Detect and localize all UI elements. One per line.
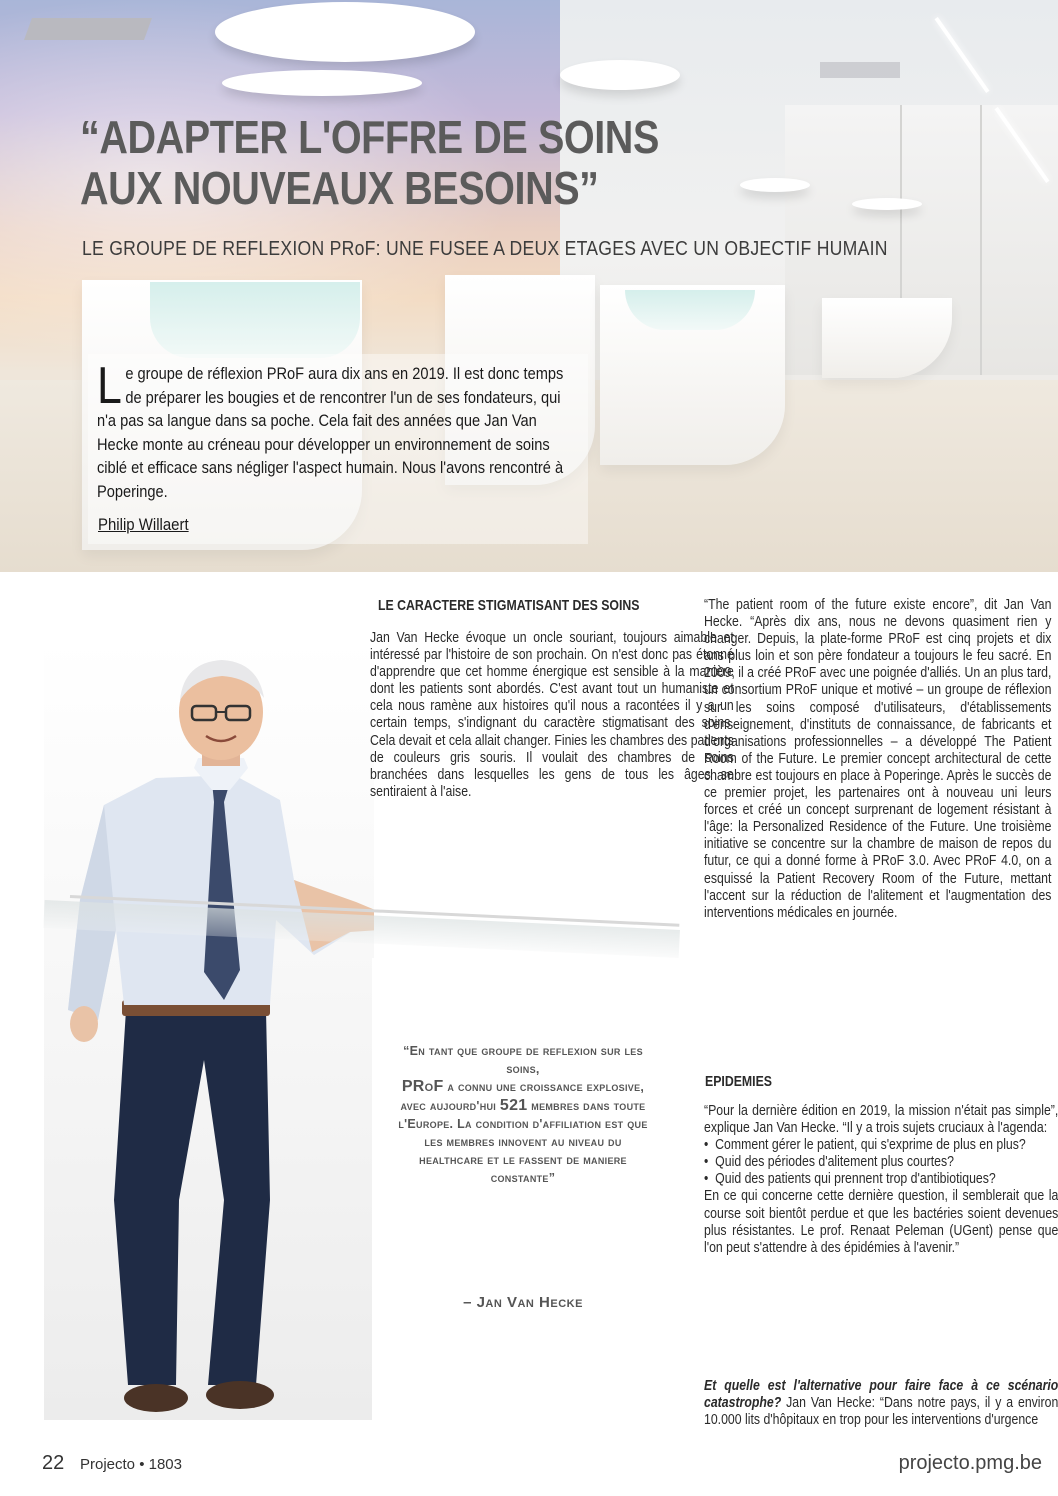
quote-highlight-prof: PRoF (401, 1078, 444, 1096)
column-2 (704, 597, 1058, 922)
bullet-item: • Comment gérer le patient, qui s'exprime de plus en plus? (704, 1137, 1058, 1154)
final-answer: Jan Van Hecke: “Dans notre pays, il y a environ 10.000 lits d'hôpitaux en trop pour les interventions d'urgence (704, 1395, 1058, 1429)
final-question: Et quelle est l'alternative pour faire face à ce scénario catastrophe? (704, 1378, 1058, 1412)
bullet-list (704, 1137, 1058, 1188)
ceiling-panel (24, 18, 152, 40)
column-2-text: “The patient room of the future existe encore”, dit Jan Van Hecke. “Après dix ans, nous ne devons quasiment rien y changer. Depuis, la plate-forme PRoF est cinq projets et dix ans plus loin et son père fondateur a toujours le feu sacré. En 2009, il a créé PRoF avec une poignée d'alliés. Un an plus tard, un consortium PRoF unique et motivé – un groupe de réflexion sur les soins composé d'utilisateurs, d'établissements d'enseignement, d'instituts de connaissance, de fabricants et d'organisations professionnelles – a développé The Patient Room of the Future. Le premier concept architectural de cette chambre est toujours en place à Poperinge. Après le succès de ce premier projet, les partenaires ont à nouveau uni leurs forces et créé un concept surprenant de logement résistant à l'âge: la Personalized Residence of the Future. Une troisième initiative se concentre sur la chambre de maison de repos du futur, ce qui a donné forme à PRoF 3.0. Avec PRoF 4.0, on a esquissé la Patient Recovery Room of the Future, mettant l'accent sur la réduction de l'alitement et l'augmentation des interventions médicales en journée. (704, 597, 1052, 921)
quote-text: “En tant que groupe de reflexion sur les soins, (403, 1044, 643, 1077)
title-line-1: “ADAPTER L'OFFRE DE SOINS (80, 111, 659, 163)
final-paragraph-text (704, 1378, 1058, 1429)
epidemies-body (704, 1103, 1058, 1257)
wall-divider (980, 105, 982, 375)
pendant-lamp (222, 70, 422, 96)
epidemies-intro: “Pour la dernière édition en 2019, la mission n'était pas simple”, explique Jan Van Hecke. “Il y a trois sujets cruciaux à l'agenda: (704, 1103, 1058, 1137)
bullet-item: • Quid des patients qui prennent trop d'antibiotiques? (704, 1171, 1058, 1188)
intro-paragraph (97, 357, 579, 504)
quote-text: membres dans toute l'Europe. La condition d'affiliation est que les membres innovent au niveau du healthcare et le fassent de maniere constante” (398, 1098, 648, 1186)
intro-text: e groupe de réflexion PRoF aura dix ans en 2019. Il est donc temps de préparer les bougies et de rencontrer l'un de ses fondateurs, qui n'a pas sa langue dans sa poche. Cela fait des années que Jan Van Hecke monte au créneau pour développer un environnement de soins ciblé et efficace sans négliger l'aspect humain. Nous l'avons rencontré à Poperinge. (97, 364, 564, 501)
quote-panel (372, 958, 702, 1420)
page-number: 22 (42, 1452, 65, 1474)
section-heading-epidemies: EPIDEMIES (705, 1073, 772, 1090)
column-1 (370, 630, 734, 801)
section-heading-stigmatisant: LE CARACTERE STIGMATISANT DES SOINS (378, 597, 640, 614)
website-link[interactable]: projecto.pmg.be (898, 1452, 1042, 1474)
article-subtitle: LE GROUPE DE REFLEXION PRoF: UNE FUSEE A DEUX ETAGES AVEC UN OBJECTIF HUMAIN (82, 238, 888, 260)
ceiling-panel (820, 62, 900, 78)
pull-quote (398, 1042, 648, 1188)
article-title (80, 112, 854, 214)
pendant-lamp (215, 2, 475, 62)
final-paragraph (704, 1378, 1058, 1429)
title-line-2: AUX NOUVEAUX BESOINS” (80, 162, 599, 214)
bullet-item: • Quid des périodes d'alitement plus courtes? (704, 1154, 1058, 1171)
quote-author: – Jan Van Hecke (463, 1294, 583, 1311)
counter-glass (150, 282, 360, 358)
pendant-lamp (852, 198, 922, 210)
author-byline[interactable]: Philip Willaert (98, 515, 189, 534)
quote-text: a connu une croissance explosive, avec aujourd'hui (400, 1080, 645, 1113)
magazine-issue: Projecto • 1803 (80, 1456, 182, 1473)
hero-image (0, 0, 1058, 572)
counter-glass (625, 290, 755, 330)
man-illustration (44, 640, 374, 1420)
quote-highlight-number: 521 (499, 1096, 528, 1114)
drop-cap: L (97, 357, 122, 415)
section-1-text: Jan Van Hecke évoque un oncle souriant, toujours aimable et intéressé par l'histoire de son prochain. On n'est donc pas étonné d'apprendre que cet homme énergique est sensible à la manière dont les patients sont abordés. C'est avant tout un humaniste et cela nous ramène aux histoires qu'il nous a racontées il y a un certain temps, s'indignant du caractère stigmatisant des soins. Cela devait et cela allait changer. Finies les chambres des patients de couleurs gris souris. Il voulait des chambres de soins branchées dans lesquelles les gens de tous les âges se sentiraient à l'aise. (370, 630, 734, 800)
pendant-lamp (560, 60, 680, 90)
epidemies-section (704, 1103, 1058, 1257)
epidemies-conclusion: En ce qui concerne cette dernière question, il semblerait que la course soit bientôt perdue et que les bactéries soient devenues plus résistantes. Le prof. Renaat Peleman (UGent) pense que l'on peut s'attendre à des épidémies à l'avenir.” (704, 1188, 1058, 1256)
portrait-photo (44, 640, 374, 1420)
